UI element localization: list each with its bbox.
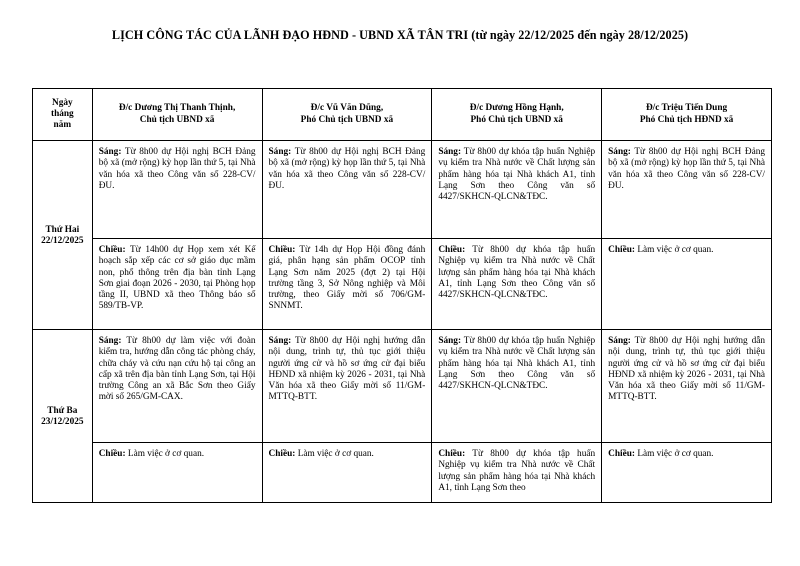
- day-cell: [33, 330, 93, 503]
- session-label: Chiều:: [438, 245, 466, 255]
- session-label: Chiều:: [98, 449, 126, 459]
- schedule-cell: [432, 330, 602, 443]
- session-text: Từ 14h00 dự Họp xem xét Kế hoạch sắp xếp các cơ sở giáo dục mầm non, phổ thông trên địa bàn tỉnh Lạng Sơn giai đoạn 2026 - 2030, tại Phòng họp tầng II, UBND xã theo Thông báo số 589/TB-VP.: [98, 245, 256, 312]
- person-name: Đ/c Dương Hồng Hạnh,: [469, 103, 564, 114]
- day-name: Thứ Ba: [47, 405, 78, 416]
- schedule-cell: [602, 141, 772, 239]
- person-role: Phó Chủ tịch UBND xã: [300, 114, 394, 125]
- session-text: Từ 8h00 dự khóa tập huấn Nghiệp vụ kiểm tra Nhà nước về Chất lượng sản phẩm hàng hóa tại Nhà khách A1, tỉnh Lạng Sơn theo Công văn số 4427/SKHCN-QLCN&TĐC.: [438, 147, 596, 203]
- session-label: Sáng:: [268, 336, 292, 346]
- session-label: Sáng:: [608, 147, 631, 157]
- schedule-cell: [432, 141, 602, 239]
- person-name: Đ/c Vũ Văn Dũng,: [310, 103, 384, 114]
- person-header: [602, 89, 772, 141]
- session-label: Sáng:: [98, 336, 122, 346]
- session-text: Từ 8h00 dự Hội nghị BCH Đảng bộ xã (mở rộng) kỳ họp lần thứ 5, tại Nhà văn hóa xã theo Công văn số 228-CV/ĐU.: [268, 147, 426, 191]
- session-text: Từ 14h dự Họp Hội đồng đánh giá, phân hạng sản phẩm OCOP tỉnh Lạng Sơn năm 2025 (đợt 2) tại Hội trường tầng 3, Sở Nông nghiệp và Môi trường, theo Giấy mời số 706/GM-SNNMT.: [268, 245, 426, 312]
- session-label: Chiều:: [608, 245, 635, 255]
- session-label: Sáng:: [438, 336, 462, 346]
- schedule-cell: [432, 239, 602, 330]
- session-text: Từ 8h00 dự Hội nghị hướng dẫn nội dung, trình tự, thủ tục giới thiệu người ứng cử và hồ sơ ứng cử đại biểu HĐND xã nhiệm kỳ 2026 - 2031, tại Nhà Văn hóa xã theo Giấy mời số 11/GM-MTTQ-BTT.: [268, 336, 426, 403]
- table-row: [33, 443, 772, 503]
- schedule-cell: [262, 141, 432, 239]
- person-header: [262, 89, 432, 141]
- session-label: Sáng:: [268, 147, 292, 157]
- day-date: 22/12/2025: [41, 236, 84, 246]
- day-cell: [33, 141, 93, 330]
- person-name: Đ/c Triệu Tiến Dung: [645, 103, 728, 114]
- session-label: Sáng:: [608, 336, 631, 346]
- schedule-cell: [602, 330, 772, 443]
- session-label: Chiều:: [438, 449, 466, 459]
- table-row: [33, 330, 772, 443]
- session-text: Làm việc ở cơ quan.: [635, 449, 714, 459]
- session-label: Sáng:: [438, 147, 462, 157]
- person-name: Đ/c Dương Thị Thanh Thịnh,: [118, 103, 236, 114]
- session-label: Chiều:: [268, 449, 296, 459]
- day-date: 23/12/2025: [41, 417, 84, 427]
- session-label: Chiều:: [98, 245, 126, 255]
- session-label: Sáng:: [98, 147, 122, 157]
- session-label: Chiều:: [608, 449, 635, 459]
- person-header: [92, 89, 262, 141]
- session-text: Từ 8h00 dự khóa tập huấn Nghiệp vụ kiểm tra Nhà nước về Chất lượng sản phẩm hàng hóa tại Nhà khách A1, tỉnh Lạng Sơn theo: [438, 449, 596, 493]
- schedule-cell: [262, 443, 432, 503]
- date-column-header: Ngày tháng năm: [33, 89, 93, 141]
- session-text: Từ 8h00 dự Hội nghị BCH Đảng bộ xã (mở rộng) kỳ họp lần thứ 5, tại Nhà văn hóa xã theo Công văn số 228-CV/ĐU.: [608, 147, 765, 191]
- person-role: Phó Chủ tịch HĐND xã: [639, 114, 734, 125]
- page-title: LỊCH CÔNG TÁC CỦA LÃNH ĐẠO HĐND - UBND XÃ TÂN TRI (từ ngày 22/12/2025 đến ngày 28/12/2025): [111, 28, 689, 42]
- session-text: Làm việc ở cơ quan.: [635, 245, 714, 255]
- schedule-cell: [262, 239, 432, 330]
- session-text: Từ 8h00 dự khóa tập huấn Nghiệp vụ kiểm tra Nhà nước về Chất lượng sản phẩm hàng hóa tại Nhà khách A1, tỉnh Lạng Sơn theo Công văn số 4427/SKHCN-QLCN&TĐC.: [438, 336, 596, 392]
- person-header: [432, 89, 602, 141]
- session-text: Làm việc ở cơ quan.: [125, 449, 205, 459]
- session-text: Từ 8h00 dự làm việc với đoàn kiểm tra, hướng dẫn công tác phòng cháy, chữa cháy và cứu nạn cứu hộ tại công an cấp xã trên địa bàn tỉnh Lạng Sơn, tại Hội trường Công an xã Bắc Sơn theo Giấy mời số 265/GM-CAX.: [98, 336, 256, 403]
- schedule-cell: [92, 239, 262, 330]
- table-row: [33, 141, 772, 239]
- day-name: Thứ Hai: [45, 224, 80, 235]
- schedule-cell: [92, 141, 262, 239]
- session-text: Từ 8h00 dự Hội nghị hướng dẫn nội dung, trình tự, thủ tục giới thiệu người ứng cử và hồ sơ ứng cử đại biểu HĐND xã nhiệm kỳ 2026 - 2031, tại Nhà Văn hóa xã theo Giấy mời số 11/GM-MTTQ-BTT.: [608, 336, 765, 403]
- schedule-cell: [432, 443, 602, 503]
- person-role: Phó Chủ tịch UBND xã: [470, 114, 563, 125]
- schedule-cell: [602, 239, 772, 330]
- session-text: Từ 8h00 dự Hội nghị BCH Đảng bộ xã (mở rộng) kỳ họp lần thứ 5, tại Nhà văn hóa xã theo Công văn số 228-CV/ĐU.: [98, 147, 256, 191]
- schedule-cell: [602, 443, 772, 503]
- session-label: Chiều:: [268, 245, 296, 255]
- person-role: Chủ tịch UBND xã: [139, 114, 215, 125]
- session-text: Từ 8h00 dự khóa tập huấn Nghiệp vụ kiểm tra Nhà nước về Chất lượng sản phẩm hàng hóa tại Nhà khách A1, tỉnh Lạng Sơn theo Công văn số 4427/SKHCN-QLCN&TĐC.: [438, 245, 596, 301]
- schedule-table: [32, 88, 772, 503]
- table-row: [33, 239, 772, 330]
- session-text: Làm việc ở cơ quan.: [295, 449, 374, 459]
- schedule-cell: [262, 330, 432, 443]
- schedule-cell: [92, 330, 262, 443]
- header-row: [33, 89, 772, 141]
- schedule-cell: [92, 443, 262, 503]
